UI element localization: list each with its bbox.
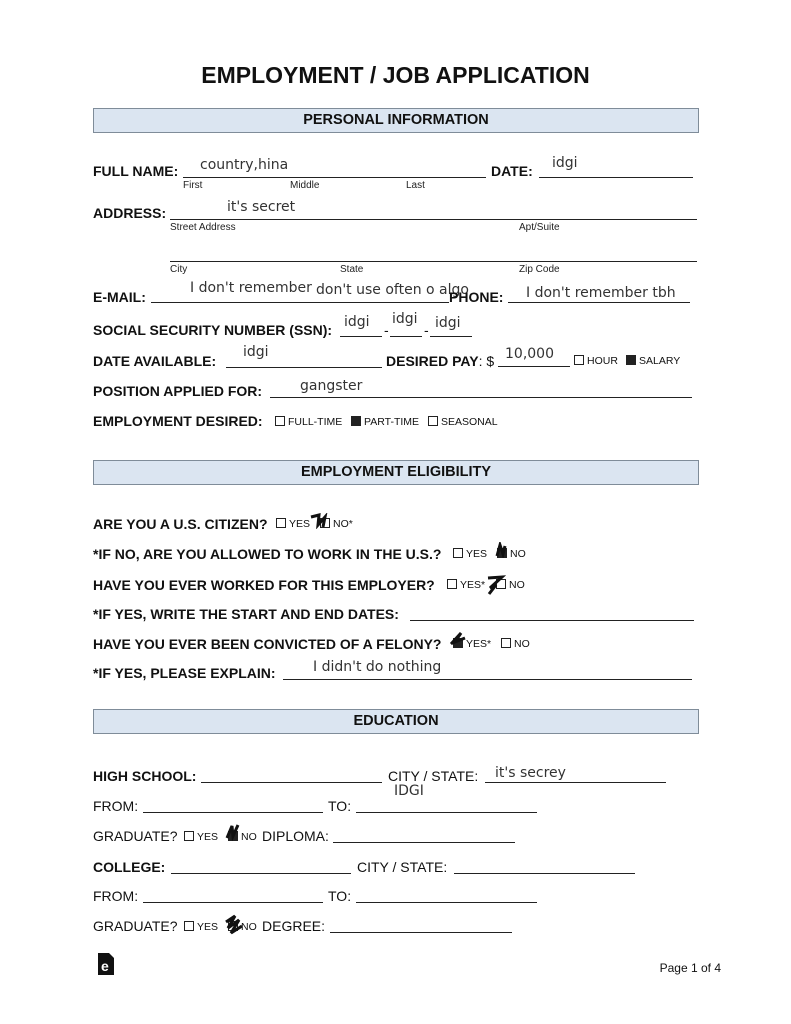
felony-yes-scribble-mark [449, 630, 467, 648]
dates-line[interactable] [410, 620, 694, 621]
hs-city-state-value[interactable]: it's secrey [495, 765, 566, 781]
college-from-line[interactable] [143, 902, 323, 903]
email-value-2[interactable]: don't use often o algo [316, 282, 469, 298]
hs-graduate-no-option[interactable]: NO [228, 831, 257, 843]
allowed-no-option[interactable]: NO [497, 548, 526, 560]
date-available-value[interactable]: idgi [243, 344, 269, 360]
allowed-yes-checkbox[interactable] [453, 548, 463, 558]
college-graduate-scribble-mark [223, 914, 245, 936]
ssn-dash-2: - [424, 322, 429, 338]
high-school-line[interactable] [201, 782, 382, 783]
felony-no-checkbox[interactable] [501, 638, 511, 648]
phone-label: PHONE: [449, 289, 504, 305]
ssn-part-3[interactable]: idgi [435, 315, 461, 331]
worked-no-scribble-mark [484, 574, 506, 596]
page-title: EMPLOYMENT / JOB APPLICATION [201, 62, 590, 88]
date-line[interactable] [539, 177, 693, 178]
felony-no-option[interactable]: NO [501, 638, 530, 650]
hs-graduate-label: GRADUATE? [93, 828, 178, 844]
hs-city-state-label: CITY / STATE: [388, 768, 479, 784]
full-name-value[interactable]: country,hina [200, 157, 289, 173]
position-value[interactable]: gangster [300, 378, 363, 394]
worked-yes-option[interactable]: YES* [447, 579, 485, 591]
explain-value[interactable]: I didn't do nothing [313, 659, 442, 675]
ssn-line-2[interactable] [390, 336, 422, 337]
email-value-1[interactable]: I don't remember [190, 280, 312, 296]
full-name-line[interactable] [183, 177, 486, 178]
dates-question: *IF YES, WRITE THE START AND END DATES: [93, 606, 399, 622]
ssn-dash-1: - [384, 322, 389, 338]
address-value[interactable]: it's secret [227, 199, 296, 215]
degree-line[interactable] [330, 932, 512, 933]
college-to-label: TO: [328, 888, 352, 904]
diploma-label: DIPLOMA: [262, 828, 329, 844]
citizen-yes-checkbox[interactable] [276, 518, 286, 528]
salary-option[interactable]: SALARY [626, 355, 680, 367]
employment-desired-label: EMPLOYMENT DESIRED: [93, 413, 263, 429]
ssn-line-3[interactable] [430, 336, 472, 337]
section-header-personal: PERSONAL INFORMATION [93, 108, 699, 133]
date-available-line[interactable] [226, 367, 382, 368]
hs-city-state-line[interactable] [485, 782, 666, 783]
ssn-part-1[interactable]: idgi [344, 314, 370, 330]
hs-from-line[interactable] [143, 812, 323, 813]
middle-sublabel: Middle [290, 180, 320, 191]
full-time-checkbox[interactable] [275, 416, 285, 426]
hs-to-value[interactable]: IDGI [394, 783, 424, 799]
city-sublabel: City [170, 264, 188, 275]
section-header-education: EDUCATION [93, 709, 699, 734]
hs-graduate-yes-checkbox[interactable] [184, 831, 194, 841]
college-from-label: FROM: [93, 888, 139, 904]
ssn-line-1[interactable] [340, 336, 382, 337]
felony-question: HAVE YOU EVER BEEN CONVICTED OF A FELONY? [93, 636, 442, 652]
explain-question: *IF YES, PLEASE EXPLAIN: [93, 665, 276, 681]
diploma-line[interactable] [333, 842, 515, 843]
college-graduate-yes-option[interactable]: YES [184, 921, 218, 933]
section-header-eligibility: EMPLOYMENT ELIGIBILITY [93, 460, 699, 485]
svg-text:e: e [101, 958, 109, 974]
street-sublabel: Street Address [170, 222, 236, 233]
hs-graduate-no-scribble-mark [225, 823, 241, 841]
college-graduate-no-option[interactable]: NO [228, 921, 257, 933]
college-to-line[interactable] [356, 902, 537, 903]
address-line-2[interactable] [170, 261, 697, 262]
citizen-question: ARE YOU A U.S. CITIZEN? [93, 516, 268, 532]
phone-line[interactable] [508, 302, 690, 303]
citizen-no-scribble-mark [309, 513, 329, 529]
address-label: ADDRESS: [93, 205, 167, 221]
ssn-label: SOCIAL SECURITY NUMBER (SSN): [93, 322, 333, 338]
date-available-label: DATE AVAILABLE: [93, 353, 217, 369]
position-line[interactable] [270, 397, 692, 398]
hs-graduate-yes-option[interactable]: YES [184, 831, 218, 843]
state-sublabel: State [340, 264, 364, 275]
allowed-yes-option[interactable]: YES [453, 548, 487, 560]
phone-value[interactable]: I don't remember tbh [526, 285, 676, 301]
college-graduate-label: GRADUATE? [93, 918, 178, 934]
hs-from-label: FROM: [93, 798, 139, 814]
citizen-no-option[interactable]: NO* [320, 518, 353, 530]
citizen-yes-option[interactable]: YES [276, 518, 310, 530]
hour-checkbox[interactable] [574, 355, 584, 365]
desired-pay-label: DESIRED PAY: $ [386, 353, 495, 369]
part-time-option[interactable]: PART-TIME [351, 416, 419, 428]
date-label: DATE: [491, 163, 533, 179]
email-label: E-MAIL: [93, 289, 146, 305]
felony-yes-option[interactable]: YES* [453, 638, 491, 650]
college-city-state-line[interactable] [454, 873, 635, 874]
allowed-to-work-question: *IF NO, ARE YOU ALLOWED TO WORK IN THE U.S.? [93, 546, 442, 562]
college-city-state-label: CITY / STATE: [357, 859, 448, 875]
seasonal-checkbox[interactable] [428, 416, 438, 426]
hs-to-label: TO: [328, 798, 352, 814]
desired-pay-line[interactable] [498, 366, 570, 367]
worked-no-option[interactable]: NO [496, 579, 525, 591]
position-label: POSITION APPLIED FOR: [93, 383, 263, 399]
eforms-logo-icon [96, 951, 116, 977]
full-time-option[interactable]: FULL-TIME [275, 416, 342, 428]
part-time-checkbox-checked[interactable] [351, 416, 361, 426]
first-sublabel: First [183, 180, 203, 191]
college-line[interactable] [171, 873, 351, 874]
salary-checkbox-checked[interactable] [626, 355, 636, 365]
worked-yes-checkbox[interactable] [447, 579, 457, 589]
college-graduate-yes-checkbox[interactable] [184, 921, 194, 931]
degree-label: DEGREE: [262, 918, 326, 934]
seasonal-option[interactable]: SEASONAL [428, 416, 498, 428]
date-value[interactable]: idgi [552, 155, 578, 171]
full-name-label: FULL NAME: [93, 163, 179, 179]
desired-pay-value[interactable]: 10,000 [505, 346, 554, 362]
hour-option[interactable]: HOUR [574, 355, 618, 367]
ssn-part-2[interactable]: idgi [392, 311, 418, 327]
page-number: Page 1 of 4 [659, 961, 721, 975]
allowed-no-scribble-mark [494, 542, 508, 558]
email-line[interactable] [151, 302, 449, 303]
worked-before-question: HAVE YOU EVER WORKED FOR THIS EMPLOYER? [93, 577, 435, 593]
hs-to-line[interactable] [356, 812, 537, 813]
high-school-label: HIGH SCHOOL: [93, 768, 197, 784]
apt-sublabel: Apt/Suite [519, 222, 560, 233]
last-sublabel: Last [406, 180, 425, 191]
college-label: COLLEGE: [93, 859, 166, 875]
zip-sublabel: Zip Code [519, 264, 560, 275]
address-line-1[interactable] [170, 219, 697, 220]
explain-line[interactable] [283, 679, 692, 680]
